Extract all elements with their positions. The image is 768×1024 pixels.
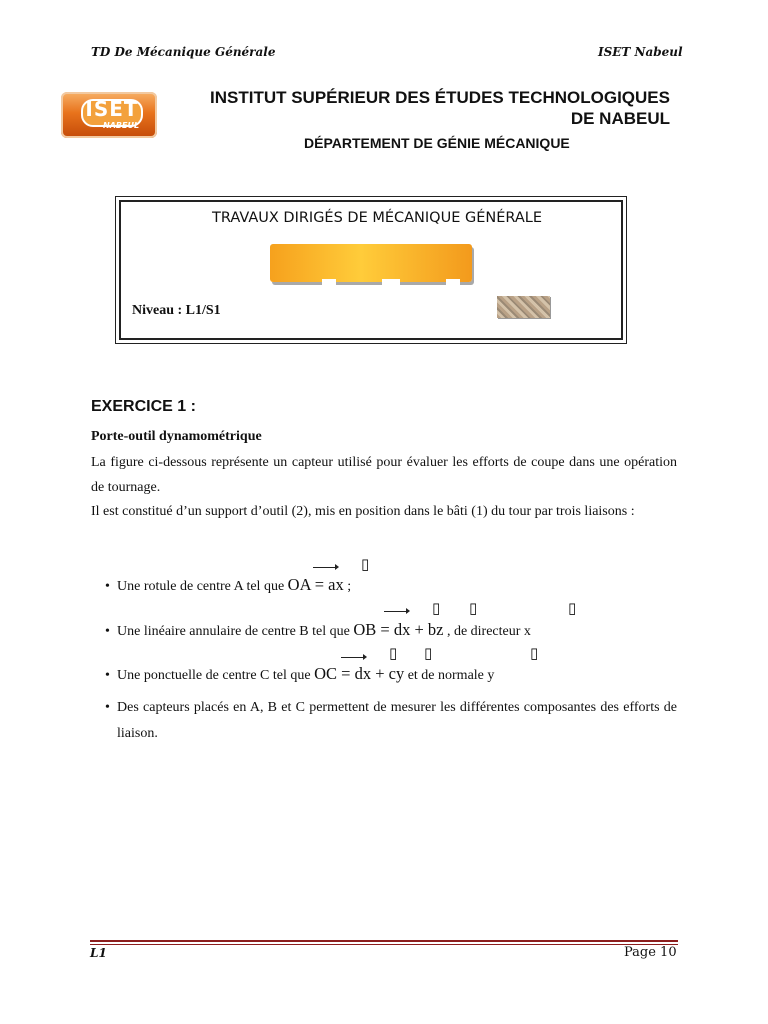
vector-arrow-oc [341, 657, 365, 658]
institution-name [170, 87, 670, 129]
niveau-label: Niveau : L1/S1 [132, 303, 221, 318]
frame-title: TRAVAUX DIRIGÉS DE MÉCANIQUE GÉNÉRALE [212, 210, 543, 226]
equation-ob: OB = dx + bz [353, 620, 444, 639]
unit-vector-icon: ▯ [361, 555, 370, 573]
arrow-head-icon [363, 654, 367, 660]
department-name: DÉPARTEMENT DE GÉNIE MÉCANIQUE [304, 135, 570, 151]
institution-line-2: DE NABEUL [570, 109, 670, 128]
unit-vector-icon: ▯ [530, 644, 539, 662]
paragraph-2: Il est constitué d’un support d’outil (2), mis en position dans le bâti (1) du tour par trois liaisons : [91, 504, 635, 519]
unit-vector-icon: ▯ [568, 599, 577, 617]
unit-vector-icon: ▯ [469, 599, 478, 617]
decorative-banner [270, 244, 472, 282]
logo-text: ISET [85, 97, 139, 121]
header-right: ISET Nabeul [598, 45, 683, 59]
vector-arrow-oa [313, 567, 337, 568]
unit-vector-icon: ▯ [389, 644, 398, 662]
page-number: Page 10 [624, 945, 677, 960]
vector-arrow-ob [384, 611, 408, 612]
list-item: • Une linéaire annulaire de centre B tel que OB = dx + bz , de directeur x [105, 620, 531, 639]
arrow-head-icon [335, 564, 339, 570]
texture-image [497, 296, 550, 318]
list-item: • Des capteurs placés en A, B et C permettent de mesurer les différentes composantes des efforts de liaison. [105, 700, 677, 741]
footer-level: L1 [90, 946, 107, 960]
arrow-head-icon [406, 608, 410, 614]
unit-vector-icon: ▯ [424, 644, 433, 662]
list-item: • Une rotule de centre A tel que OA = ax ; [105, 575, 352, 594]
footer-divider-thin [90, 944, 678, 945]
institution-line-1: INSTITUT SUPÉRIEUR DES ÉTUDES TECHNOLOGIQUES [210, 88, 670, 107]
list-item: • Une ponctuelle de centre C tel que OC = dx + cy et de normale y [105, 664, 495, 683]
unit-vector-icon: ▯ [432, 599, 441, 617]
exercise-heading: EXERCICE 1 : [91, 398, 196, 415]
footer-divider [90, 940, 678, 942]
paragraph-1: La figure ci-dessous représente un capteur utilisé pour évaluer les efforts de coupe dans une opération de tournage. [91, 455, 677, 495]
header-left: TD De Mécanique Générale [91, 45, 276, 59]
logo-subtext: NABEUL [103, 121, 140, 130]
equation-oa: OA = ax [287, 575, 344, 594]
equation-oc: OC = dx + cy [314, 664, 405, 683]
exercise-subtitle: Porte-outil dynamométrique [91, 429, 262, 444]
iset-logo [61, 92, 157, 138]
